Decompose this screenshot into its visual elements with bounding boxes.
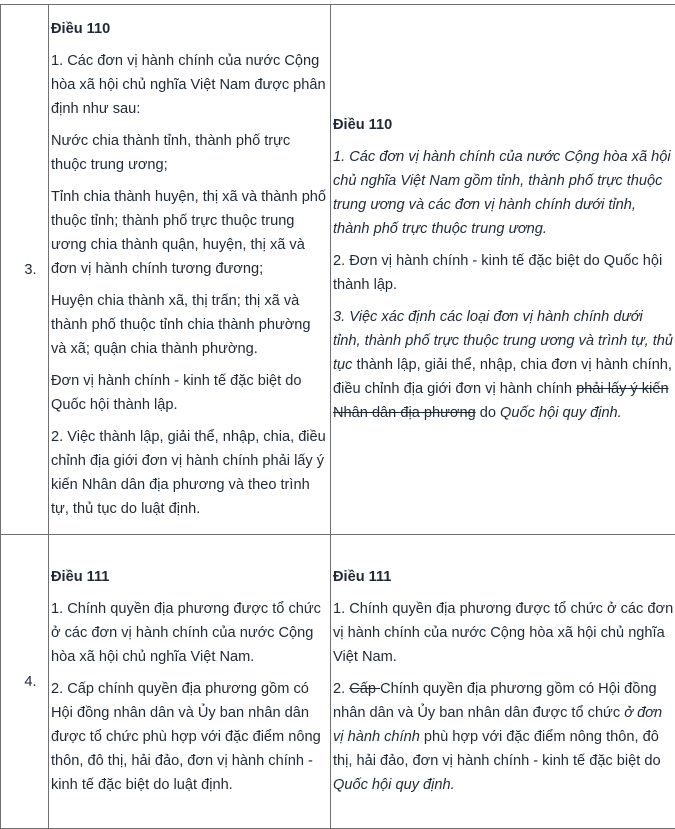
paragraph: 1. Các đơn vị hành chính của nước Cộng hòa xã hội chủ nghĩa Việt Nam được phân định như sau:	[51, 49, 329, 121]
table-row	[1, 535, 675, 829]
paragraph: Đơn vị hành chính - kinh tế đặc biệt do Quốc hội thành lập.	[51, 369, 329, 417]
paragraph: 1. Chính quyền địa phương được tổ chức ở các đơn vị hành chính của nước Cộng hòa xã hội chủ nghĩa Việt Nam.	[51, 597, 329, 669]
article-title: Điều 110	[51, 17, 329, 41]
article-title: Điều 111	[51, 565, 329, 589]
paragraph: Nước chia thành tỉnh, thành phố trực thuộc trung ương;	[51, 129, 329, 177]
new-text-cell	[331, 5, 675, 535]
old-text-cell	[49, 535, 331, 829]
normal-text: 2.	[333, 681, 349, 697]
paragraph: 1. Chính quyền địa phương được tổ chức ở các đơn vị hành chính của nước Cộng hòa xã hội chủ nghĩa Việt Nam.	[333, 597, 674, 669]
normal-text: Chính quyền địa phương gồm có Hội đồng nhân dân và Ủy ban nhân dân được tổ chức	[333, 681, 657, 721]
struck-text: Cấp	[349, 681, 380, 697]
paragraph	[333, 677, 674, 797]
paragraph: 2. Cấp chính quyền địa phương gồm có Hội đồng nhân dân và Ủy ban nhân dân được tổ chức phù hợp với đặc điểm nông thôn, đô thị, hải đảo, đơn vị hành chính - kinh tế đặc biệt do luật định.	[51, 677, 329, 797]
struck-text: phải lấy ý kiến Nhân dân địa phương	[333, 381, 669, 421]
italic-text: ở đơn vị hành chính	[333, 705, 662, 745]
article-title: Điều 111	[333, 565, 674, 589]
new-text-cell	[331, 535, 675, 829]
italic-text: Quốc hội quy định.	[500, 405, 622, 421]
italic-text: 1. Các đơn vị hành chính của nước Cộng hòa xã hội chủ nghĩa Việt Nam gồm tỉnh, thành phố trực thuộc trung ương và các đơn vị hành chính dưới tỉnh, thành phố trực thuộc trung ương.	[333, 149, 671, 237]
italic-text: Quốc hội quy định.	[333, 777, 455, 793]
row-number: 3.	[1, 5, 49, 535]
paragraph: Huyện chia thành xã, thị trấn; thị xã và thành phố thuộc tỉnh chia thành phường và xã; quận chia thành phường.	[51, 289, 329, 361]
normal-text: thành lập, giải thể, nhập, chia đơn vị hành chính, điều chỉnh địa giới đơn vị hành chính	[333, 357, 672, 397]
normal-text: do	[476, 405, 500, 421]
article-title: Điều 110	[333, 113, 674, 137]
row-number: 4.	[1, 535, 49, 829]
paragraph: 2. Đơn vị hành chính - kinh tế đặc biệt do Quốc hội thành lập.	[333, 249, 674, 297]
table-row	[1, 5, 675, 535]
paragraph	[333, 145, 674, 241]
paragraph: Tỉnh chia thành huyện, thị xã và thành phố thuộc tỉnh; thành phố trực thuộc trung ương chia thành quận, huyện, thị xã và đơn vị hành chính tương đương;	[51, 185, 329, 281]
italic-text: 3. Việc xác định các loại đơn vị hành chính dưới tỉnh, thành phố trực thuộc trung ương và trình tự, thủ tục	[333, 309, 673, 373]
comparison-table	[0, 4, 675, 829]
normal-text: phù hợp với đặc điểm nông thôn, đô thị, hải đảo, đơn vị hành chính - kinh tế đặc biệt do	[333, 729, 661, 769]
paragraph	[333, 305, 674, 425]
paragraph: 2. Việc thành lập, giải thể, nhập, chia, điều chỉnh địa giới đơn vị hành chính phải lấy ý kiến Nhân dân địa phương và theo trình tự, thủ tục do luật định.	[51, 425, 329, 521]
old-text-cell	[49, 5, 331, 535]
